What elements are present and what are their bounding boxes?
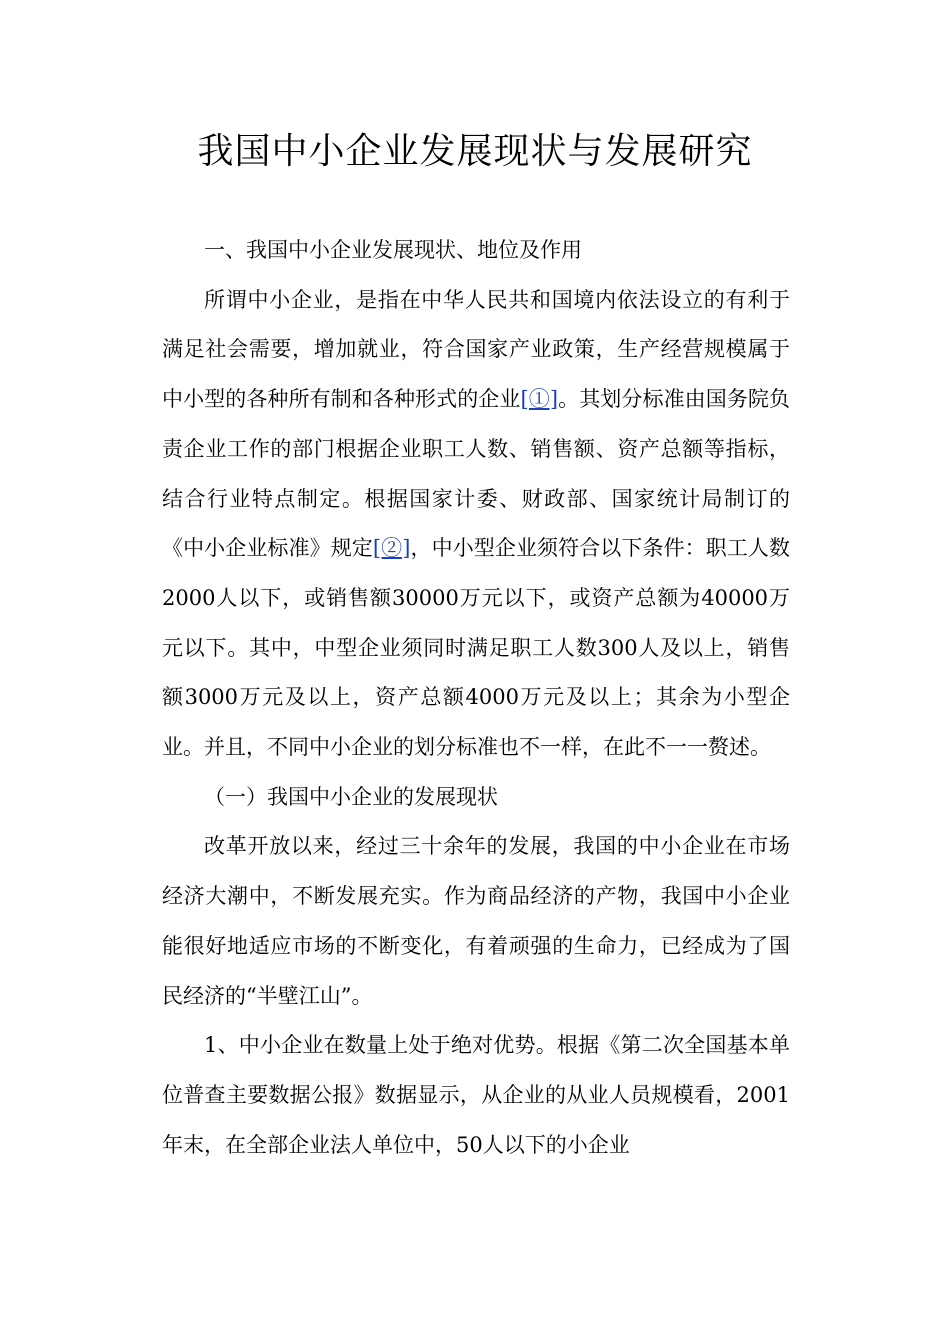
paragraph-text: ，中小型企业须符合以下条件：职工人数2000人以下，或销售额30000万元以下，或资产总额为40000万元以下。其中，中型企业须同时满足职工人数300人及以上，销售额3000万元及以上，资产总额4000万元及以上；其余为小型企业。并且，不同中小企业的划分标准也不一样，在此不一一赘述。 [162, 536, 791, 760]
document-body [162, 226, 790, 1170]
section-heading: 一、我国中小企业发展现状、地位及作用 [204, 238, 582, 262]
footnote-link-1[interactable]: [①] [520, 387, 559, 412]
paragraph-status: 改革开放以来，经过三十余年的发展，我国的中小企业在市场经济大潮中，不断发展充实。作为商品经济的产物，我国中小企业能很好地适应市场的不断变化，有着顽强的生命力，已经成为了国民经济的“半壁江山”。 [162, 834, 790, 1008]
document-title: 我国中小企业发展现状与发展研究 [197, 131, 753, 172]
paragraph-text: 。其划分标准由国务院负责企业工作的部门根据企业职工人数、销售额、资产总额等指标，结合行业特点制定。根据国家计委、财政部、国家统计局制订的《中小企业标准》规定 [162, 387, 791, 561]
footnote-link-2[interactable]: [②] [372, 536, 411, 561]
paragraph-definition [162, 276, 790, 773]
subsection-heading: （一）我国中小企业的发展现状 [204, 784, 498, 809]
paragraph-text: 所谓中小企业，是指在中华人民共和国境内依法设立的有利于满足社会需要，增加就业，符合国家产业政策，生产经营规模属于中小型的各种所有制和各种形式的企业 [162, 287, 790, 412]
paragraph-quantity: 1、中小企业在数量上处于绝对优势。根据《第二次全国基本单位普查主要数据公报》数据显示，从企业的从业人员规模看，2001年末，在全部企业法人单位中，50人以下的小企业 [162, 1033, 790, 1157]
